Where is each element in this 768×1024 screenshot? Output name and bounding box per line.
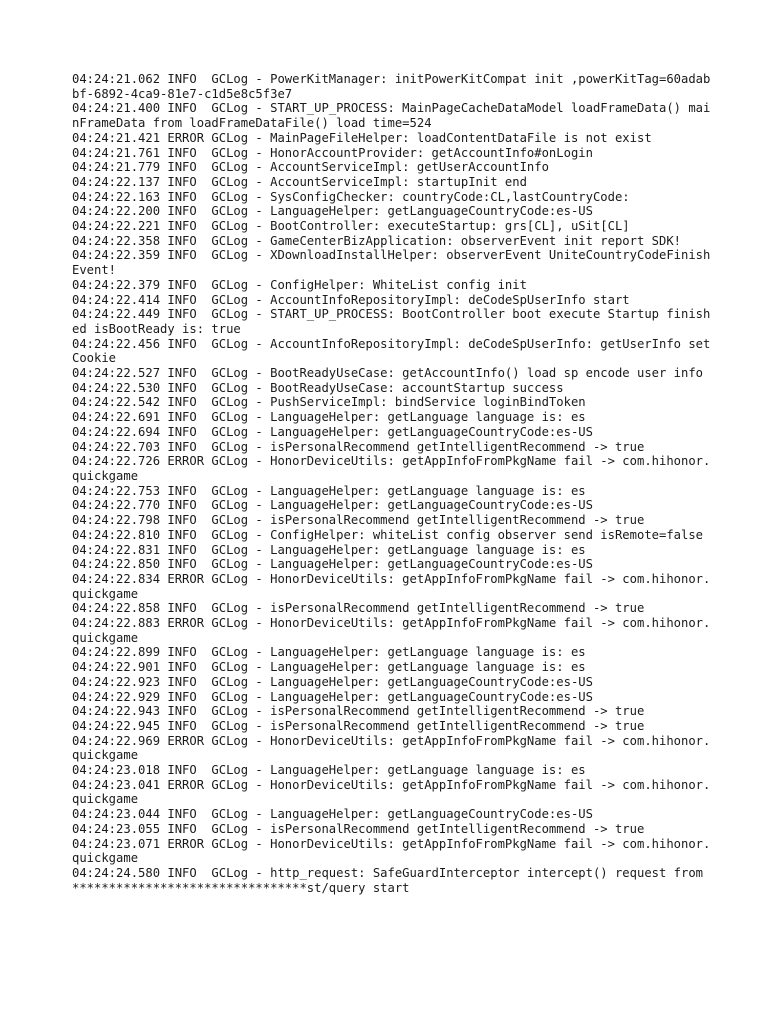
log-line: 04:24:23.071 ERROR GCLog - HonorDeviceUtils: getAppInfoFromPkgName fail -> com.hihonor.quickgame [72, 836, 711, 866]
log-line: 04:24:22.163 INFO GCLog - SysConfigChecker: countryCode:CL,lastCountryCode: [72, 189, 630, 204]
log-line: 04:24:22.726 ERROR GCLog - HonorDeviceUtils: getAppInfoFromPkgName fail -> com.hihonor.quickgame [72, 454, 711, 483]
log-line: 04:24:22.901 INFO GCLog - LanguageHelper: getLanguage language is: es [72, 660, 586, 675]
log-line: 04:24:22.703 INFO GCLog - isPersonalRecommend getIntelligentRecommend -> true [72, 439, 645, 454]
log-line: 04:24:22.527 INFO GCLog - BootReadyUseCase: getAccountInfo() load sp encode user info [72, 366, 704, 381]
log-line: 04:24:23.055 INFO GCLog - isPersonalRecommend getIntelligentRecommend -> true [72, 821, 645, 836]
log-line: 04:24:22.831 INFO GCLog - LanguageHelper: getLanguage language is: es [72, 542, 586, 557]
log-line: 04:24:21.779 INFO GCLog - AccountServiceImpl: getUserAccountInfo [72, 160, 549, 175]
log-line: 04:24:22.379 INFO GCLog - ConfigHelper: WhiteList config init [72, 277, 527, 292]
log-line: 04:24:24.580 INFO GCLog - http_request: SafeGuardInterceptor intercept() request from ********************************st/query start [72, 865, 718, 895]
log-line: 04:24:22.456 INFO GCLog - AccountInfoRepositoryImpl: deCodeSpUserInfo: getUserInfo setCookie [72, 336, 711, 366]
log-line: 04:24:22.929 INFO GCLog - LanguageHelper: getLanguageCountryCode:es-US [72, 689, 593, 704]
log-line: 04:24:22.449 INFO GCLog - START_UP_PROCESS: BootController boot execute Startup finished isBootReady is: true [72, 307, 711, 336]
log-line: 04:24:22.834 ERROR GCLog - HonorDeviceUtils: getAppInfoFromPkgName fail -> com.hihonor.quickgame [72, 571, 711, 601]
log-line: 04:24:22.530 INFO GCLog - BootReadyUseCase: accountStartup success [72, 380, 564, 395]
log-line: 04:24:22.945 INFO GCLog - isPersonalRecommend getIntelligentRecommend -> true [72, 718, 645, 733]
log-line: 04:24:22.883 ERROR GCLog - HonorDeviceUtils: getAppInfoFromPkgName fail -> com.hihonor.quickgame [72, 616, 711, 645]
log-line: 04:24:21.761 INFO GCLog - HonorAccountProvider: getAccountInfo#onLogin [72, 145, 593, 160]
log-line: 04:24:21.062 INFO GCLog - PowerKitManager: initPowerKitCompat init ,powerKitTag=60adabbf-6892-4ca9-81e7-c1d5e8c5f3e7 [72, 72, 711, 101]
log-output [72, 72, 718, 895]
log-line: 04:24:22.943 INFO GCLog - isPersonalRecommend getIntelligentRecommend -> true [72, 704, 645, 719]
log-line: 04:24:23.044 INFO GCLog - LanguageHelper: getLanguageCountryCode:es-US [72, 807, 593, 822]
log-page [72, 72, 718, 895]
log-line: 04:24:22.810 INFO GCLog - ConfigHelper: whiteList config observer send isRemote=false [72, 527, 704, 542]
log-line: 04:24:22.200 INFO GCLog - LanguageHelper: getLanguageCountryCode:es-US [72, 204, 593, 219]
log-line: 04:24:22.359 INFO GCLog - XDownloadInstallHelper: observerEvent UniteCountryCodeFinishEvent! [72, 248, 711, 278]
log-line: 04:24:21.421 ERROR GCLog - MainPageFileHelper: loadContentDataFile is not exist [72, 130, 652, 145]
log-line: 04:24:22.770 INFO GCLog - LanguageHelper: getLanguageCountryCode:es-US [72, 498, 593, 513]
log-line: 04:24:22.691 INFO GCLog - LanguageHelper: getLanguage language is: es [72, 410, 586, 425]
log-line: 04:24:22.969 ERROR GCLog - HonorDeviceUtils: getAppInfoFromPkgName fail -> com.hihonor.quickgame [72, 733, 711, 763]
log-line: 04:24:21.400 INFO GCLog - START_UP_PROCESS: MainPageCacheDataModel loadFrameData() mainFrameData from loadFrameDataFile() load time=524 [72, 101, 711, 131]
log-line: 04:24:22.358 INFO GCLog - GameCenterBizApplication: observerEvent init report SDK! [72, 233, 682, 248]
log-line: 04:24:23.041 ERROR GCLog - HonorDeviceUtils: getAppInfoFromPkgName fail -> com.hihonor.quickgame [72, 777, 711, 807]
log-line: 04:24:22.850 INFO GCLog - LanguageHelper: getLanguageCountryCode:es-US [72, 557, 593, 572]
log-line: 04:24:22.923 INFO GCLog - LanguageHelper: getLanguageCountryCode:es-US [72, 674, 593, 689]
log-line: 04:24:22.542 INFO GCLog - PushServiceImpl: bindService loginBindToken [72, 395, 586, 410]
log-line: 04:24:22.694 INFO GCLog - LanguageHelper: getLanguageCountryCode:es-US [72, 424, 593, 439]
log-line: 04:24:22.137 INFO GCLog - AccountServiceImpl: startupInit end [72, 174, 527, 189]
log-line: 04:24:22.414 INFO GCLog - AccountInfoRepositoryImpl: deCodeSpUserInfo start [72, 292, 630, 307]
log-line: 04:24:22.798 INFO GCLog - isPersonalRecommend getIntelligentRecommend -> true [72, 513, 645, 528]
log-line: 04:24:23.018 INFO GCLog - LanguageHelper: getLanguage language is: es [72, 763, 586, 778]
log-line: 04:24:22.858 INFO GCLog - isPersonalRecommend getIntelligentRecommend -> true [72, 601, 645, 616]
log-line: 04:24:22.221 INFO GCLog - BootController: executeStartup: grs[CL], uSit[CL] [72, 219, 630, 234]
log-line: 04:24:22.899 INFO GCLog - LanguageHelper: getLanguage language is: es [72, 645, 586, 660]
log-line: 04:24:22.753 INFO GCLog - LanguageHelper: getLanguage language is: es [72, 483, 586, 498]
